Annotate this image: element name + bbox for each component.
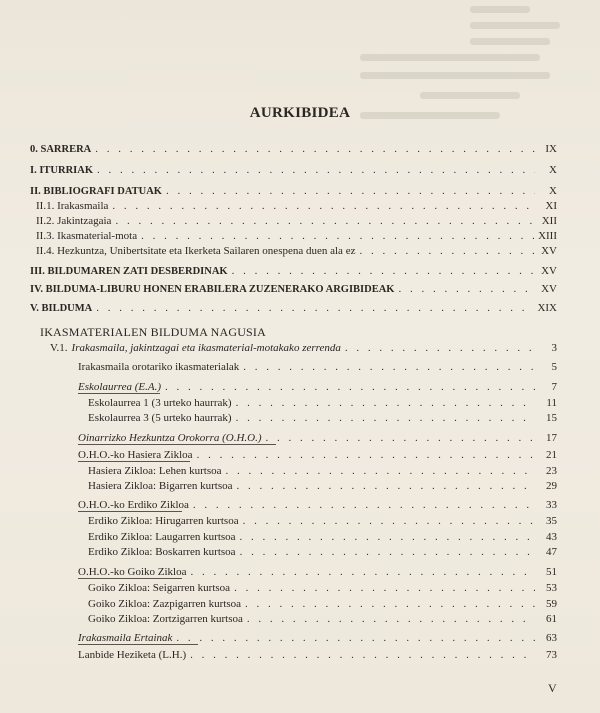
- toc-subentry: [88, 514, 557, 529]
- dot-leader: [236, 411, 535, 426]
- toc-subentry: [88, 396, 557, 411]
- dot-leader: [266, 431, 535, 446]
- toc-entry-label: Lanbide Heziketa (L.H.): [78, 649, 187, 661]
- toc-entry-label: Erdiko Zikloa: Hirugarren kurtsoa: [88, 515, 239, 527]
- dot-leader: [345, 341, 535, 356]
- toc-entry-iturriak: [30, 163, 557, 178]
- toc-entry-page: 61: [546, 613, 557, 625]
- page-number: V: [548, 681, 557, 695]
- dot-leader: [240, 545, 535, 560]
- toc-entry-label: Eskolaurrea 1 (3 urteko haurrak): [88, 397, 232, 409]
- heading-underline: [78, 511, 182, 512]
- dot-leader: [96, 301, 533, 316]
- toc-entry-erabilera: [30, 282, 557, 297]
- toc-entry-page: 73: [546, 649, 557, 661]
- toc-entry-page: XV: [541, 265, 557, 277]
- dot-leader: [190, 565, 535, 580]
- toc-entry-page: 3: [551, 342, 557, 354]
- toc-entry-bibliografi: [30, 184, 557, 199]
- toc-entry-label: Goiko Zikloa: Zortzigarren kurtsoa: [88, 613, 243, 625]
- toc-entry-page: IX: [545, 143, 557, 155]
- toc-entry-label: O.H.O.-ko Erdiko Zikloa: [78, 499, 189, 511]
- toc-subentry: [88, 612, 557, 627]
- toc-subentry: [78, 648, 557, 663]
- toc-entry-label-italic: Eskolaurrea (E.A.): [78, 381, 161, 393]
- dot-leader: [359, 244, 535, 259]
- toc-entry-zati: [30, 264, 557, 279]
- toc-entry-page: XV: [541, 283, 557, 295]
- toc-entry-label: Erdiko Zikloa: Laugarren kurtsoa: [88, 531, 236, 543]
- toc-subentry: [88, 411, 557, 426]
- toc-entry-page: 47: [546, 546, 557, 558]
- toc-subentry: [88, 545, 557, 560]
- toc-entry-label-italic: Oinarrizko Hezkuntza Orokorra (O.H.O.): [78, 432, 262, 444]
- dot-leader: [247, 612, 535, 627]
- toc-entry-label: 0. SARRERA: [30, 144, 92, 155]
- dot-leader: [243, 360, 535, 375]
- dot-leader: [190, 648, 535, 663]
- toc-entry-label: Goiko Zikloa: Seigarren kurtsoa: [88, 582, 231, 594]
- toc-entry-label: Eskolaurrea 3 (5 urteko haurrak): [88, 412, 232, 424]
- toc-entry-label: I. ITURRIAK: [30, 165, 94, 176]
- dot-leader: [243, 514, 535, 529]
- toc-entry-label: III. BILDUMAREN ZATI DESBERDINAK: [30, 266, 228, 277]
- toc-subentry: [36, 244, 557, 259]
- dot-leader: [240, 530, 535, 545]
- toc-entry-sarrera: [30, 142, 557, 157]
- toc-entry-label: O.H.O.-ko Goiko Zikloa: [78, 566, 187, 578]
- toc-subentry: [88, 464, 557, 479]
- toc-entry-label: Hasiera Zikloa: Lehen kurtsoa: [88, 465, 222, 477]
- heading-underline: [78, 644, 198, 645]
- toc-entry-label: II.3. Ikasmaterial-mota: [36, 230, 138, 242]
- dot-leader: [225, 464, 535, 479]
- toc-entry-page: XII: [541, 215, 557, 227]
- heading-underline: [78, 578, 182, 579]
- toc-subentry: [36, 199, 557, 214]
- dot-leader: [236, 396, 535, 411]
- dot-leader: [176, 631, 535, 646]
- dot-leader: [166, 184, 535, 199]
- toc-entry-page: 35: [546, 515, 557, 527]
- page-title: AURKIBIDEA: [249, 105, 351, 121]
- dot-leader: [112, 199, 535, 214]
- toc-subentry: [88, 597, 557, 612]
- toc-entry-label-italic: Irakasmaila, jakintzagai eta ikasmaterial-motakako zerrenda: [71, 342, 341, 354]
- section-heading: IKASMATERIALEN BILDUMA NAGUSIA: [40, 325, 266, 339]
- toc-subentry: [78, 360, 557, 375]
- toc-entry-page: X: [549, 164, 557, 176]
- toc-entry-label: Irakasmaila orotariko ikasmaterialak: [78, 361, 240, 373]
- dot-leader: [232, 264, 535, 279]
- toc-entry-page: 11: [546, 397, 557, 409]
- toc-subentry: [88, 479, 557, 494]
- toc-entry-page: XI: [545, 200, 557, 212]
- dot-leader: [236, 479, 535, 494]
- toc-entry-label-italic: Irakasmaila Ertainak: [78, 632, 173, 644]
- dot-leader: [95, 142, 535, 157]
- toc-entry-label: Erdiko Zikloa: Boskarren kurtsoa: [88, 546, 236, 558]
- toc-entry-page: 51: [546, 566, 557, 578]
- toc-entry-label: Hasiera Zikloa: Bigarren kurtsoa: [88, 480, 233, 492]
- toc-entry-page: XIX: [537, 302, 557, 314]
- heading-underline: [78, 393, 160, 394]
- toc-entry-page: 7: [551, 381, 557, 393]
- toc-subentry: [50, 341, 557, 356]
- toc-subentry: [88, 581, 557, 596]
- toc-entry-bilduma: [30, 301, 557, 316]
- toc-entry-page: 59: [546, 598, 557, 610]
- heading-underline: [78, 444, 276, 445]
- dot-leader: [234, 581, 535, 596]
- toc-entry-page: XIII: [538, 230, 557, 242]
- dot-leader: [197, 448, 535, 463]
- toc-entry-label: II.1. Irakasmaila: [36, 200, 109, 212]
- toc-entry-page: XV: [541, 245, 557, 257]
- dot-leader: [141, 229, 534, 244]
- toc-entry-label: Goiko Zikloa: Zazpigarren kurtsoa: [88, 598, 242, 610]
- dot-leader: [398, 282, 535, 297]
- toc-entry-page: 53: [546, 582, 557, 594]
- toc-entry-page: 63: [546, 632, 557, 644]
- toc-entry-page: 21: [546, 449, 557, 461]
- toc-entry-label: II. BIBLIOGRAFI DATUAK: [30, 186, 162, 197]
- toc-subentry: [88, 530, 557, 545]
- toc-entry-page: 5: [551, 361, 557, 373]
- toc-entry-page: 43: [546, 531, 557, 543]
- toc-entry-label: O.H.O.-ko Hasiera Zikloa: [78, 449, 193, 461]
- toc-entry-page: 23: [546, 465, 557, 477]
- toc-entry-page: 17: [546, 432, 557, 444]
- dot-leader: [193, 498, 535, 513]
- dot-leader: [115, 214, 535, 229]
- toc-entry-label: IV. BILDUMA-LIBURU HONEN ERABILERA ZUZENERAKO ARGIBIDEAK: [30, 284, 395, 295]
- toc-entry-page: 33: [546, 499, 557, 511]
- dot-leader: [165, 380, 535, 395]
- dot-leader: [97, 163, 535, 178]
- toc-entry-label: II.2. Jakintzagaia: [36, 215, 112, 227]
- toc-subentry: [36, 214, 557, 229]
- toc-entry-label: II.4. Hezkuntza, Unibertsitate eta Ikerketa Sailaren onespena duen ala ez: [36, 245, 356, 257]
- toc-entry-label: V. BILDUMA: [30, 303, 93, 314]
- toc-entry-page: 29: [546, 480, 557, 492]
- heading-underline: [78, 461, 190, 462]
- toc-subentry: [36, 229, 557, 244]
- toc-entry-page: 15: [546, 412, 557, 424]
- toc-entry-label: V.1.: [50, 342, 68, 354]
- dot-leader: [245, 597, 535, 612]
- toc-entry-page: X: [549, 185, 557, 197]
